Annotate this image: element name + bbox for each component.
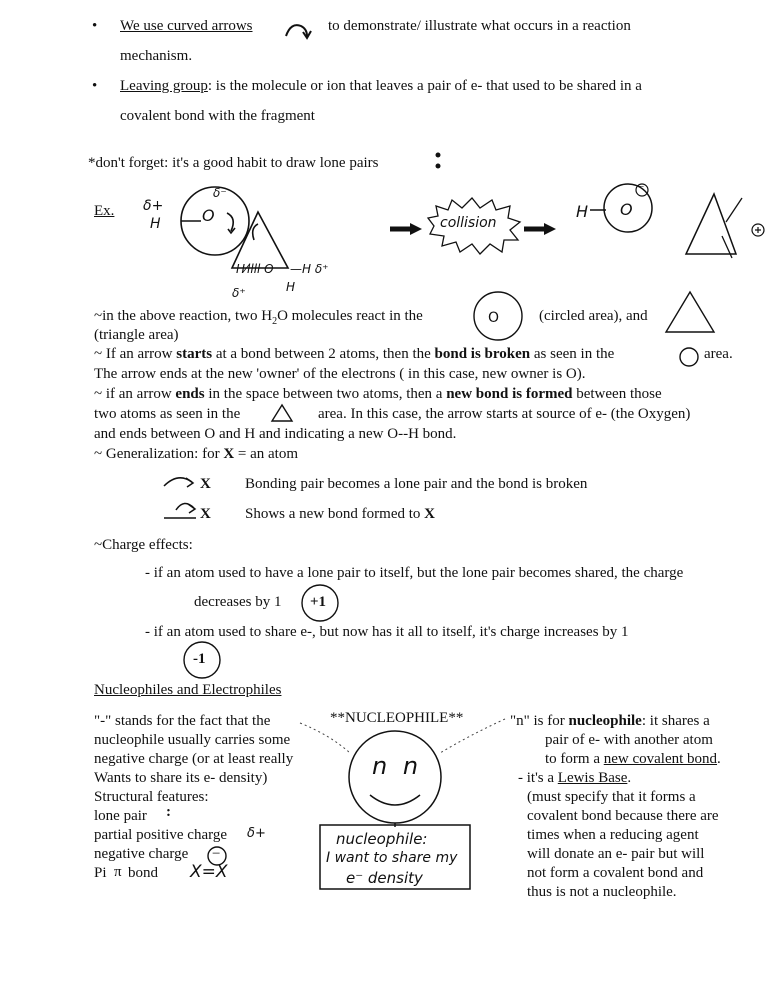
general-row2-text: Shows a new bond formed to X <box>245 506 435 522</box>
charge-rule-2-line1: - if an atom used to share e-, but now has it all to itself, it's charge increases by 1 <box>145 624 629 640</box>
inline-triangle-icon <box>662 290 718 336</box>
left-col-line6: lone pair <box>94 808 147 824</box>
left-col-line9: Pi <box>94 865 107 881</box>
hydrogen-label: H <box>150 216 161 232</box>
sign-line2: I want to share my <box>326 850 458 866</box>
svg-text:O: O <box>488 310 500 326</box>
triangle-fragment-label: H⁄llll O <box>236 262 274 276</box>
right-col-line6: covalent bond because there are <box>527 808 719 824</box>
collision-label: collision <box>440 215 497 231</box>
bullet-1-rest: to demonstrate/ illustrate what occurs in a reaction <box>328 18 631 34</box>
charge-rule-1-line1: - if an atom used to have a lone pair to itself, but the lone pair becomes shared, the charge <box>145 565 684 581</box>
delta-plus-label: δ+ <box>143 198 164 214</box>
pi-mark: π <box>114 864 122 880</box>
small-circle-icon <box>678 346 700 368</box>
delta-bottom-label: δ⁺ <box>232 286 246 300</box>
minus-charge-label: − <box>638 181 645 193</box>
left-col-line1: "-" stands for the fact that the <box>94 713 271 729</box>
right-col-line4: - it's a Lewis Base. <box>518 770 632 786</box>
general-row1-text: Bonding pair becomes a lone pair and the bond is broken <box>245 476 588 492</box>
para-line1-end: (circled area), and <box>539 308 648 324</box>
right-col-line10: thus is not a nucleophile. <box>527 884 677 900</box>
minus-one-badge: -1 <box>193 651 206 667</box>
right-col-line8: will donate an e- pair but will <box>527 846 705 862</box>
nucleophile-heading: **NUCLEOPHILE** <box>330 710 464 726</box>
right-col-line3: to form a new covalent bond. <box>545 751 721 767</box>
plus-one-badge: +1 <box>310 594 327 610</box>
para-line6-start: two atoms as seen in the <box>94 406 241 422</box>
example-label: Ex. <box>94 203 115 219</box>
nucleophile-face-figure <box>300 705 520 895</box>
curved-arrows-term: We use curved arrows <box>120 18 253 34</box>
leaving-group-term: Leaving group <box>120 78 208 94</box>
bullet-dot: • <box>92 18 98 34</box>
bond-break-arrow-icon <box>160 472 200 494</box>
right-col-line5: (must specify that it forms a <box>527 789 696 805</box>
para-line2: (triangle area) <box>94 327 179 343</box>
face-eyes: n n <box>372 752 423 780</box>
left-col-line5: Structural features: <box>94 789 209 805</box>
right-col-line9: not form a covalent bond and <box>527 865 704 881</box>
left-col-line8: negative charge <box>94 846 189 862</box>
right-col-line7: times when a reducing agent <box>527 827 699 843</box>
left-col-line3: negative charge (or at least really <box>94 751 294 767</box>
para-line5: ~ if an arrow ends in the space between two atoms, then a new bond is formed between those <box>94 386 662 402</box>
para-line1-start: ~in the above reaction, two $H_2O$ molecules react in the <box>94 308 423 327</box>
bullet-2-line2: covalent bond with the fragment <box>120 108 315 124</box>
lone-pair-mark: : <box>166 804 171 820</box>
plus-charge-label <box>762 223 763 224</box>
lone-pair-reminder: *don't forget: it's a good habit to draw lone pairs <box>88 155 379 171</box>
general-row2-x: X <box>200 506 211 522</box>
hydrogen-bottom-label: H <box>286 280 296 294</box>
right-col-line2: pair of e- with another atom <box>545 732 713 748</box>
charge-effects-title: ~Charge effects: <box>94 537 193 553</box>
left-col-line4: Wants to share its e- density) <box>94 770 268 786</box>
sign-line3: e⁻ density <box>346 869 423 887</box>
curved-arrow-icon <box>283 20 313 40</box>
charge-rule-1-line2: decreases by 1 <box>194 594 282 610</box>
left-col-line7: partial positive charge <box>94 827 228 843</box>
para-line3: ~ If an arrow starts at a bond between 2 atoms, then the bond is broken as seen in the <box>94 346 615 362</box>
oh-bond-label: —H δ⁺ <box>290 262 329 276</box>
product-o-label: O <box>620 200 633 219</box>
general-row1-x: X <box>200 476 211 492</box>
right-col-line1: "n" is for nucleophile: it shares a <box>510 713 710 729</box>
para-line3-end: area. <box>704 346 733 362</box>
para-line7: and ends between O and H and indicating a new O--H bond. <box>94 426 457 442</box>
section-title: Nucleophiles and Electrophiles <box>94 682 282 698</box>
delta-plus-mark: δ+ <box>247 826 266 841</box>
small-triangle-icon <box>270 403 294 423</box>
bond-form-arrow-icon <box>162 498 202 522</box>
sign-line1: nucleophile: <box>336 830 428 848</box>
double-bond-mark: X=X <box>190 862 228 882</box>
reaction-arrow-2 <box>522 222 558 236</box>
bullet-1-line2: mechanism. <box>120 48 193 64</box>
para-line4: The arrow ends at the new 'owner' of the electrons ( in this case, new owner is O). <box>94 366 586 382</box>
left-col-line2: nucleophile usually carries some <box>94 732 291 748</box>
hydronium-product <box>676 190 766 280</box>
negative-charge-mark: − <box>212 846 221 862</box>
reaction-arrow-1 <box>388 222 424 236</box>
para-line8: ~ Generalization: for X = an atom <box>94 446 299 462</box>
lone-pair-icon <box>433 150 443 172</box>
bullet-2-line1: Leaving group: is the molecule or ion that leaves a pair of e- that used to be shared in a <box>120 78 642 94</box>
inline-circle-icon <box>466 290 530 342</box>
delta-minus-label: δ⁻ <box>213 186 227 200</box>
para-line6-end: area. In this case, the arrow starts at source of e- (the Oxygen) <box>318 406 691 422</box>
left-col-line10: bond <box>128 865 158 881</box>
oxygen-label: O <box>202 206 215 225</box>
product-h-label: H <box>576 202 589 221</box>
bullet-1-line1 <box>120 18 253 35</box>
bullet-dot: • <box>92 78 98 94</box>
